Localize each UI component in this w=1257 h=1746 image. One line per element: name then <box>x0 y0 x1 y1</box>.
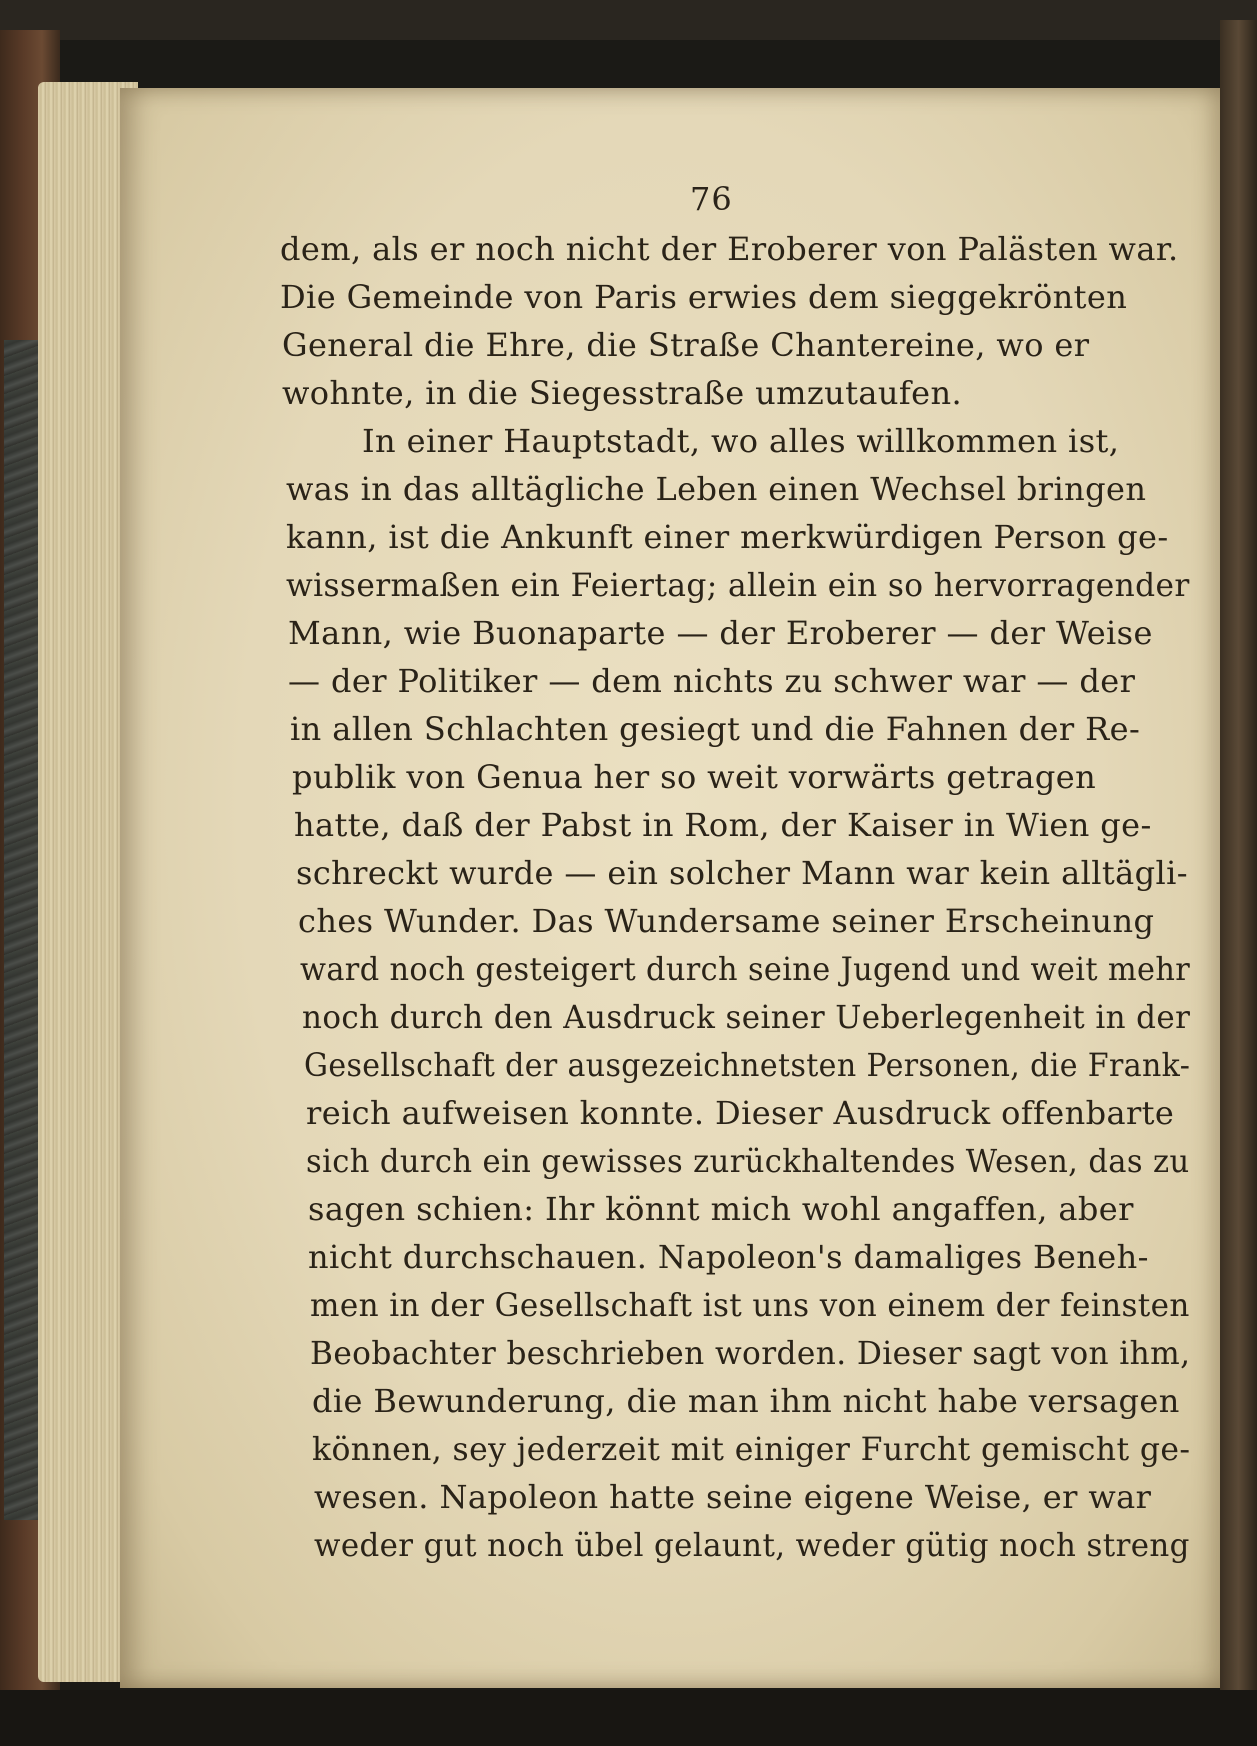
text-line: sich durch ein gewisses zurückhaltendes Wesen, das zu <box>306 1142 1190 1180</box>
text-line: Mann, wie Buonaparte — der Eroberer — der Weise <box>288 614 1153 652</box>
text-line: ward noch gesteigert durch seine Jugend und weit mehr <box>300 950 1191 988</box>
text-line: weder gut noch übel gelaunt, weder gütig noch streng <box>314 1526 1190 1564</box>
text-line: Beobachter beschrieben worden. Dieser sagt von ihm, <box>310 1334 1191 1372</box>
text-line: nicht durchschauen. Napoleon's damaliges Beneh- <box>308 1238 1149 1276</box>
text-line: dem, als er noch nicht der Eroberer von Palästen war. <box>280 230 1179 268</box>
text-line: reich aufweisen konnte. Dieser Ausdruck offenbarte <box>306 1094 1175 1132</box>
text-line: — der Politiker — dem nichts zu schwer war — der <box>288 662 1136 700</box>
text-line: in allen Schlachten gesiegt und die Fahnen der Re- <box>290 710 1141 748</box>
text-line: was in das alltägliche Leben einen Wechsel bringen <box>286 470 1147 508</box>
text-line: ches Wunder. Das Wundersame seiner Erscheinung <box>298 902 1155 940</box>
text-line: kann, ist die Ankunft einer merkwürdigen Person ge- <box>286 518 1169 556</box>
background-bottom <box>0 1690 1257 1746</box>
text-line: wohnte, in die Siegesstraße umzutaufen. <box>282 374 963 412</box>
text-line: In einer Hauptstadt, wo alles willkommen ist, <box>362 422 1120 460</box>
page-number: 76 <box>690 180 733 218</box>
text-line: die Bewunderung, die man ihm nicht habe versagen <box>312 1382 1180 1420</box>
text-line: General die Ehre, die Straße Chantereine, wo er <box>282 326 1090 364</box>
background-top <box>0 0 1257 40</box>
right-cover <box>1220 20 1257 1690</box>
text-line: hatte, daß der Pabst in Rom, der Kaiser in Wien ge- <box>294 806 1152 844</box>
text-line: Die Gemeinde von Paris erwies dem sieggekrönten <box>280 278 1128 316</box>
text-line: publik von Genua her so weit vorwärts getragen <box>292 758 1097 796</box>
text-line: wissermaßen ein Feiertag; allein ein so hervorragender <box>286 566 1190 604</box>
left-cover-marbling <box>4 340 38 1520</box>
text-line: können, sey jederzeit mit einiger Furcht gemischt ge- <box>312 1430 1191 1468</box>
text-line: schreckt wurde — ein solcher Mann war kein alltägli- <box>296 854 1188 892</box>
text-line: sagen schien: Ihr könnt mich wohl angaffen, aber <box>308 1190 1134 1228</box>
text-line: Gesellschaft der ausgezeichnetsten Personen, die Frank- <box>304 1046 1191 1084</box>
text-line: wesen. Napoleon hatte seine eigene Weise, er war <box>314 1478 1152 1516</box>
text-line: men in der Gesellschaft ist uns von einem der feinsten <box>310 1286 1190 1324</box>
text-line: noch durch den Ausdruck seiner Ueberlegenheit in der <box>302 998 1191 1036</box>
